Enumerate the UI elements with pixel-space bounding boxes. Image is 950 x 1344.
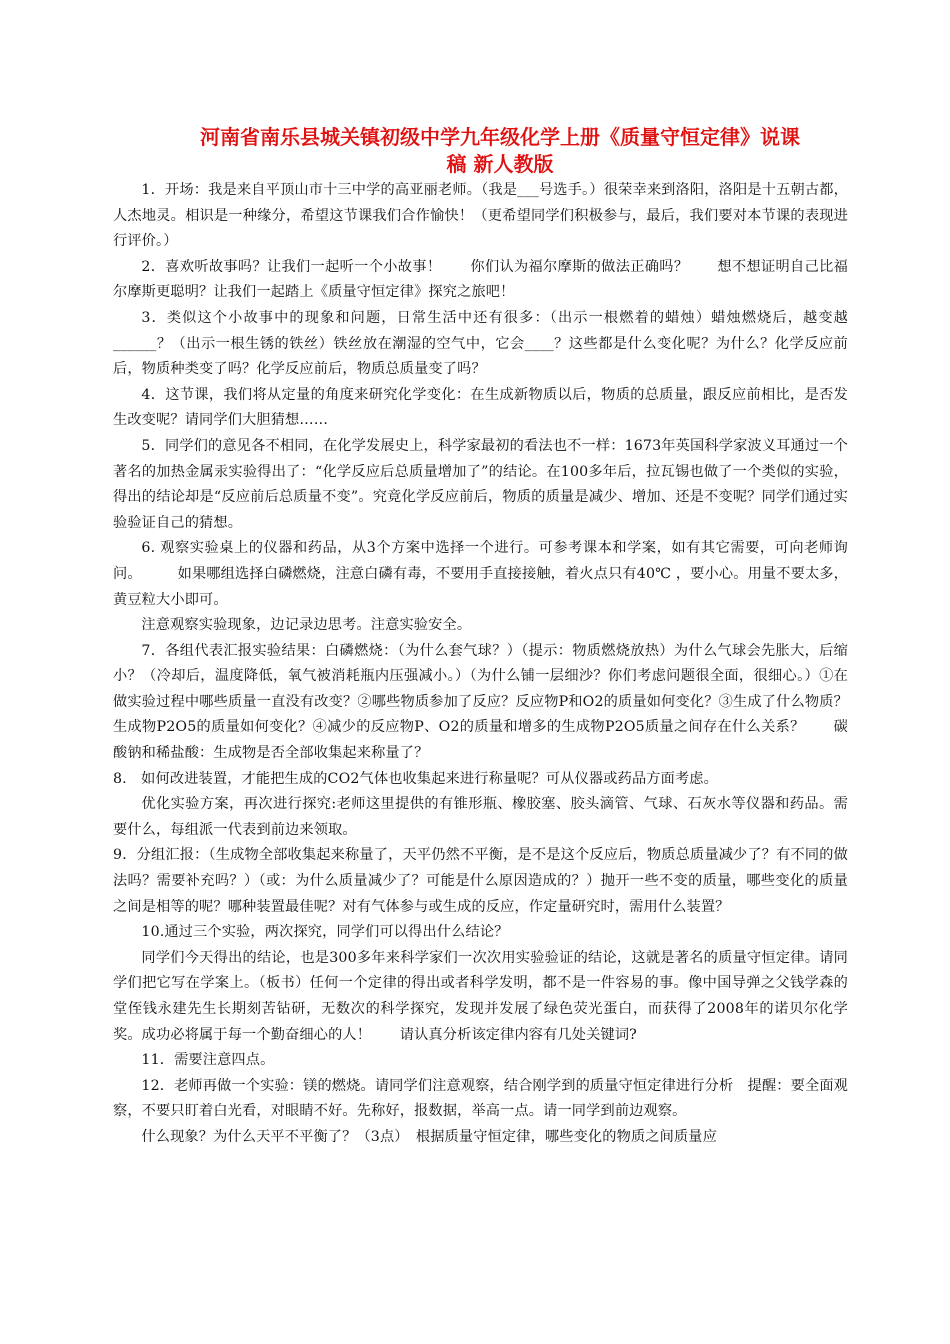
paragraph-8: 8. 如何改进装置，才能把生成的CO2气体也收集起来进行称量呢？可从仪器或药品方面考虑。: [113, 770, 718, 787]
paragraph-6-note: 注意观察实验现象，边记录边思考。注意实验安全。: [141, 617, 472, 634]
paragraph-12-question: 什么现象？为什么天平不平衡了？（3点） 根据质量守恒定律，哪些变化的物质之间质量应: [141, 1128, 717, 1145]
paragraph-11: 11．需要注意四点。: [141, 1052, 275, 1069]
paragraph-6: 6. 观察实验桌上的仪器和药品，从3个方案中选择一个进行。可参考课本和学案，如有其它需要，可向老师询问。 如果哪组选择白磷燃烧，注意白磷有毒，不要用手直接接触，着火点只有40℃ ，要小心。用量不要太多，黄豆粒大小即可。: [113, 540, 848, 608]
title-line-2: 稿 新人教版: [446, 152, 554, 176]
title-line-1: 河南省南乐县城关镇初级中学九年级化学上册《质量守恒定律》说课: [200, 125, 800, 149]
paragraph-1: 1．开场：我是来自平顶山市十三中学的高亚丽老师。（我是___号选手。）很荣幸来到洛阳，洛阳是十五朝古都，人杰地灵。相识是一种缘分，希望这节课我们合作愉快！（更希望同学们积极参与，最后，我们要对本节课的表现进行评价。）: [113, 182, 848, 250]
paragraph-12: 12．老师再做一个实验：镁的燃烧。请同学们注意观察，结合刚学到的质量守恒定律进行分析 提醒：要全面观察，不要只盯着白光看，对眼睛不好。先称好，报数据，举高一点。请一同学到前边观察。: [113, 1077, 848, 1120]
document-title: [150, 124, 850, 178]
paragraph-5: 5．同学们的意见各不相同，在化学发展史上，科学家最初的看法也不一样：1673年英国科学家波义耳通过一个著名的加热金属汞实验得出了：“化学反应后总质量增加了”的结论。在100多年后，拉瓦锡也做了一个类似的实验，得出的结论却是“反应前后总质量不变”。究竟化学反应前后，物质的质量是减少、增加、还是不变呢？同学们通过实验验证自己的猜想。: [113, 437, 848, 531]
paragraph-10-conclusion: 同学们今天得出的结论，也是300多年来科学家们一次次用实验验证的结论，这就是著名的质量守恒定律。请同学们把它写在学案上。（板书）任何一个定律的得出或者科学发明，都不是一件容易的事。像中国导弹之父钱学森的堂侄钱永建先生长期刻苦钻研，无数次的科学探究，发现并发展了绿色荧光蛋白，而获得了2008年的诺贝尔化学奖。成功必将属于每一个勤奋细心的人！ 请认真分析该定律内容有几处关键词?: [113, 949, 848, 1043]
paragraph-7: 7．各组代表汇报实验结果：白磷燃烧：（为什么套气球？）（提示：物质燃烧放热）为什么气球会先胀大，后缩小？（冷却后，温度降低，氧气被消耗瓶内压强减小。）（为什么铺一层细沙？你们考虑问题很全面，很细心。）①在做实验过程中哪些质量一直没有改变？②哪些物质参加了反应？反应物P和O2的质量如何变化？③生成了什么物质？生成物P2O5的质量如何变化？④减少的反应物P、O2的质量和增多的生成物P2O5质量之间存在什么关系？ 碳酸钠和稀盐酸：生成物是否全部收集起来称量了？: [113, 642, 848, 762]
paragraph-3: 3．类似这个小故事中的现象和问题，日常生活中还有很多：（出示一根燃着的蜡烛）蜡烛燃烧后，越变越______？（出示一根生锈的铁丝）铁丝放在潮湿的空气中，它会____？这些都是什么变化呢？为什么？化学反应前后，物质种类变了吗？化学反应前后，物质总质量变了吗？: [113, 309, 848, 378]
paragraph-4: 4．这节课，我们将从定量的角度来研究化学变化：在生成新物质以后，物质的总质量，跟反应前相比，是否发生改变呢？请同学们大胆猜想……: [113, 386, 848, 429]
paragraph-8-plan: 优化实验方案，再次进行探究:老师这里提供的有锥形瓶、橡胶塞、胶头滴管、气球、石灰水等仪器和药品。需要什么，每组派一代表到前边来领取。: [113, 796, 848, 838]
paragraph-9: 9．分组汇报：（生成物全部收集起来称量了，天平仍然不平衡，是不是这个反应后，物质总质量减少了？有不同的做法吗？需要补充吗？）（或：为什么质量减少了？可能是什么原因造成的？）抛开一些不变的质量，哪些变化的质量之间是相等的呢？哪种装置最佳呢？对有气体参与或生成的反应，作定量研究时，需用什么装置？: [113, 847, 848, 915]
paragraph-2: 2．喜欢听故事吗？让我们一起听一个小故事！ 你们认为福尔摩斯的做法正确吗？ 想不想证明自己比福尔摩斯更聪明？让我们一起踏上《质量守恒定律》探究之旅吧！: [113, 258, 848, 301]
paragraph-10: 10.通过三个实验，两次探究，同学们可以得出什么结论？: [141, 924, 509, 941]
document-body: [113, 178, 848, 1151]
